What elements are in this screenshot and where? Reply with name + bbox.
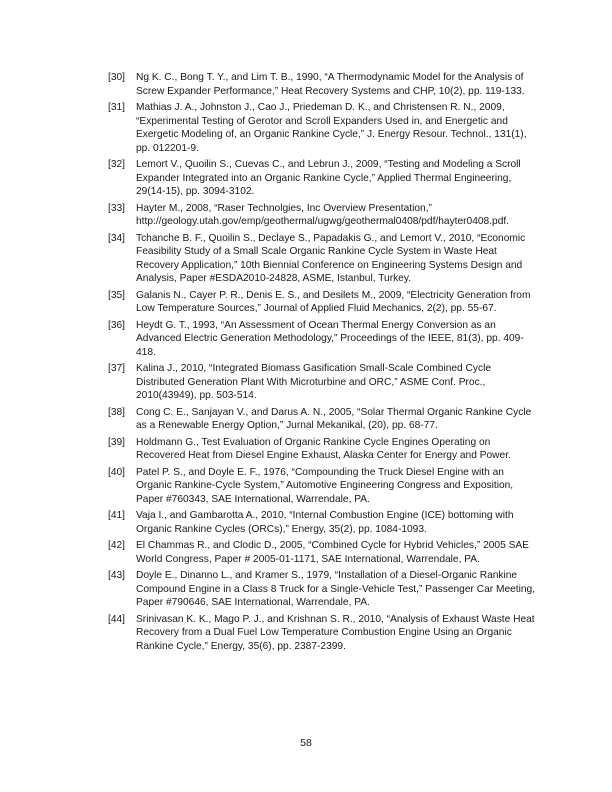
reference-number: [44] [108, 613, 125, 625]
reference-number: [31] [108, 102, 125, 113]
reference-list [108, 71, 540, 656]
reference-text: Holdmann G., Test Evaluation of Organic Rankine Cycle Engines Operating on Recovered Heat from Diesel Engine Exhaust, Alaska Center for Energy and Power. [136, 436, 511, 461]
reference-number: [38] [108, 406, 125, 418]
reference-number: [37] [108, 363, 125, 374]
reference-item [108, 539, 540, 566]
reference-item [108, 158, 540, 199]
reference-number: [42] [108, 540, 125, 551]
reference-text: Mathias J. A., Johnston J., Cao J., Priedeman D. K., and Christensen R. N., 2009, “Experimental Testing of Gerotor and Scroll Expanders Used in, and Energetic and Exergetic Modeling of, an Organic Rankine Cycle,” J. Energy Resour. Technol., 131(1), pp. 012201-9. [136, 102, 527, 154]
reference-item [108, 509, 540, 536]
reference-text: Vaja I., and Gambarotta A., 2010, “Internal Combustion Engine (ICE) bottoming with Organic Rankine Cycles (ORCs),” Energy, 35(2), pp. 1084-1093. [136, 510, 514, 535]
reference-text: Kalina J., 2010, “Integrated Biomass Gasification Small-Scale Combined Cycle Distributed Generation Plant With Microturbine and ORC,” ASME Conf. Proc., 2010(43949), pp. 503-514. [136, 363, 492, 401]
reference-number: [39] [108, 436, 125, 448]
reference-item [108, 71, 540, 98]
reference-item [108, 232, 540, 286]
reference-number: [41] [108, 510, 125, 521]
reference-number: [35] [108, 289, 125, 301]
reference-item [108, 289, 540, 316]
reference-text: Hayter M., 2008, “Raser Technolgies, Inc Overview Presentation,” http://geology.utah.gov/emp/geothermal/ugwg/geothermal0408/pdf/hayter0408.pdf. [136, 202, 510, 227]
reference-item [108, 406, 540, 433]
reference-text: Galanis N., Cayer P. R., Denis E. S., and Desilets M., 2009, “Electricity Generation from Low Temperature Sources,” Journal of Applied Fluid Mechanics, 2(2), pp. 55-67. [136, 289, 531, 314]
reference-item [108, 319, 540, 360]
reference-text: Cong C. E., Sanjayan V., and Darus A. N., 2005, “Solar Thermal Organic Rankine Cycle as a Renewable Energy Option,” Jurnal Mekanikal, (20), pp. 68-77. [136, 406, 532, 431]
reference-item [108, 101, 540, 155]
reference-number: [36] [108, 319, 125, 331]
reference-text: Tchanche B. F., Quoilin S., Declaye S., Papadakis G., and Lemort V., 2010, “Economic Feasibility Study of a Small Scale Organic Rankine Cycle System in Waste Heat Recovery Application,” 10th Biennial Conference on Engineering Systems Design and Analysis, Paper #ESDA2010-24828, ASME, Istanbul, Turkey. [136, 232, 526, 284]
reference-item [108, 569, 540, 610]
reference-number: [43] [108, 570, 125, 581]
reference-text: Lemort V., Quoilin S., Cuevas C., and Lebrun J., 2009, “Testing and Modeling a Scroll Expander Integrated into an Organic Rankine Cycle,” Applied Thermal Engineering, 29(14-15), pp. 3094-3102. [136, 159, 521, 197]
reference-number: [30] [108, 72, 125, 83]
reference-text: Heydt G. T., 1993, “An Assessment of Ocean Thermal Energy Conversion as an Advanced Electric Generation Methodology,” Proceedings of the IEEE, 81(3), pp. 409-418. [136, 319, 524, 358]
reference-text: Doyle E., Dinanno L., and Kramer S., 1979, “Installation of a Diesel-Organic Rankine Compound Engine in a Class 8 Truck for a Single-Vehicle Test,” Passenger Car Meeting, Paper #790646, SAE International, Warrendale, PA. [136, 570, 536, 608]
reference-text: Patel P. S., and Doyle E. F., 1976, “Compounding the Truck Diesel Engine with an Organic Rankine-Cycle System,” Automotive Engineering Congress and Exposition, Paper #760343, SAE International, Warrendale, PA. [136, 466, 514, 505]
reference-item [108, 466, 540, 507]
reference-item [108, 436, 540, 463]
reference-item [108, 202, 540, 229]
reference-text: El Chammas R., and Clodic D., 2005, “Combined Cycle for Hybrid Vehicles,” 2005 SAE World Congress, Paper # 2005-01-1171, SAE International, Warrendale, PA. [136, 540, 529, 565]
reference-item [108, 613, 540, 654]
reference-item [108, 362, 540, 403]
reference-number: [40] [108, 466, 125, 478]
reference-number: [33] [108, 202, 125, 214]
page-number: 58 [300, 737, 312, 749]
reference-text: Srinivasan K. K., Mago P. J., and Krishnan S. R., 2010, “Analysis of Exhaust Waste Heat Recovery from a Dual Fuel Low Temperature Combustion Engine Using an Organic Rankine Cycle,” Energy, 35(6), pp. 2387-2399. [136, 613, 535, 652]
reference-number: [34] [108, 232, 125, 244]
reference-number: [32] [108, 159, 125, 170]
reference-text: Ng K. C., Bong T. Y., and Lim T. B., 1990, “A Thermodynamic Model for the Analysis of Screw Expander Performance,” Heat Recovery Systems and CHP, 10(2), pp. 119-133. [136, 72, 525, 97]
